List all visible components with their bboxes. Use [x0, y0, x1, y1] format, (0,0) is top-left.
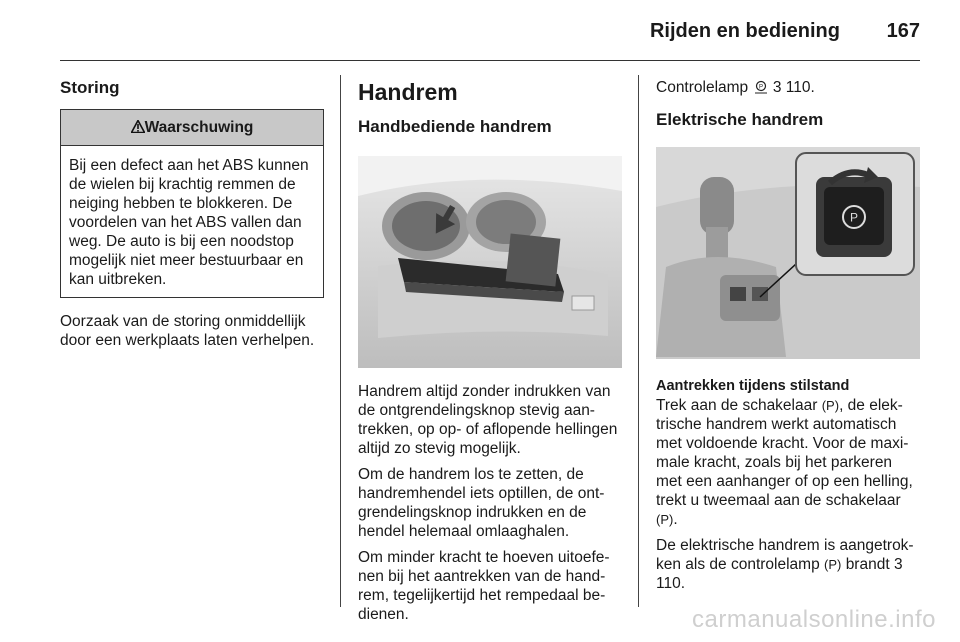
electric-brake-paragraph-1c: .	[673, 511, 678, 528]
electric-brake-paragraph-2a: De elektrische handrem is aangetrok-ken als de controlelamp	[656, 537, 914, 573]
brake-switch-symbol-2: (P)	[656, 512, 674, 527]
handrem-paragraph-3: Om minder kracht te hoeven uitoefe-nen bij het aantrekken van de hand-rem, tegelijkertijd het rempedaal be-dienen.	[358, 549, 610, 623]
handrem-paragraph-2: Om de handrem los te zetten, de handremhendel iets optillen, de ont-grendelingsknop indrukken en de hendel helemaal omlaaghalen.	[358, 466, 605, 540]
page-number: 167	[886, 20, 920, 42]
warning-text: Bij een defect aan het ABS kunnen de wielen bij krachtig remmen de neiging hebben te blokkeren. De voordelen van het ABS vallen dan weg. De auto is bij een noodstop mogelijk niet meer bestuurbaar en kan uitbreken.	[69, 157, 309, 288]
section-title-storing: Storing	[60, 78, 120, 97]
storing-paragraph: Oorzaak van de storing onmiddellijk door een werkplaats laten verhelpen.	[60, 313, 315, 349]
warning-header	[61, 110, 323, 146]
parking-brake-lamp-icon	[753, 80, 769, 94]
control-lamp-ref: 3 110.	[772, 79, 815, 96]
header-title: Rijden en bediening	[649, 20, 840, 42]
electric-brake-paragraph-2	[656, 536, 920, 593]
brake-switch-symbol: (P)	[821, 398, 840, 413]
column-divider-left	[340, 75, 341, 607]
warning-title: Waarschuwing	[144, 119, 254, 136]
right-column	[656, 78, 920, 600]
electric-brake-ref: 3 110.	[656, 556, 903, 592]
electric-brake-paragraph-1a: Trek aan de schakelaar	[656, 397, 818, 414]
header-rule	[60, 60, 920, 61]
warning-triangle-icon	[131, 120, 145, 133]
handbrake-lever-image	[358, 156, 622, 368]
brake-lamp-symbol: (P)	[824, 557, 842, 572]
svg-text:P: P	[849, 210, 859, 225]
left-column	[60, 78, 324, 357]
electric-handbrake-image	[656, 147, 920, 359]
middle-column	[358, 78, 624, 631]
column-divider-right	[638, 75, 639, 607]
page-header	[0, 0, 960, 62]
warning-box	[60, 109, 324, 298]
control-lamp-text: Controlelamp	[656, 79, 749, 96]
control-lamp-line	[656, 78, 920, 97]
svg-text:P: P	[758, 84, 763, 91]
handrem-paragraph-1: Handrem altijd zonder indrukken van de ontgrendelingsknop stevig aan-trekken, op op- of aflopende hellingen altijd zo stevig mogelijk.	[358, 383, 618, 457]
section-title-handrem: Handrem	[358, 79, 458, 105]
electric-brake-paragraph-1b: , de elek-trische handrem werkt automatisch met voldoende kracht. Voor de maxi-male kracht, zoals bij het parkeren met een aanhanger of op een helling, trekt u tweemaal aan de schakelaar	[656, 397, 913, 509]
subtitle-elektrische-handrem: Elektrische handrem	[656, 110, 824, 129]
heading-aantrekken-tijdens-stilstand: Aantrekken tijdens stilstand	[656, 378, 850, 394]
watermark: carmanualsonline.info	[692, 606, 936, 633]
electric-brake-paragraph-1	[656, 396, 920, 529]
subtitle-handbediende-handrem: Handbediende handrem	[358, 117, 552, 136]
electric-brake-paragraph-2b: brandt	[845, 556, 890, 573]
